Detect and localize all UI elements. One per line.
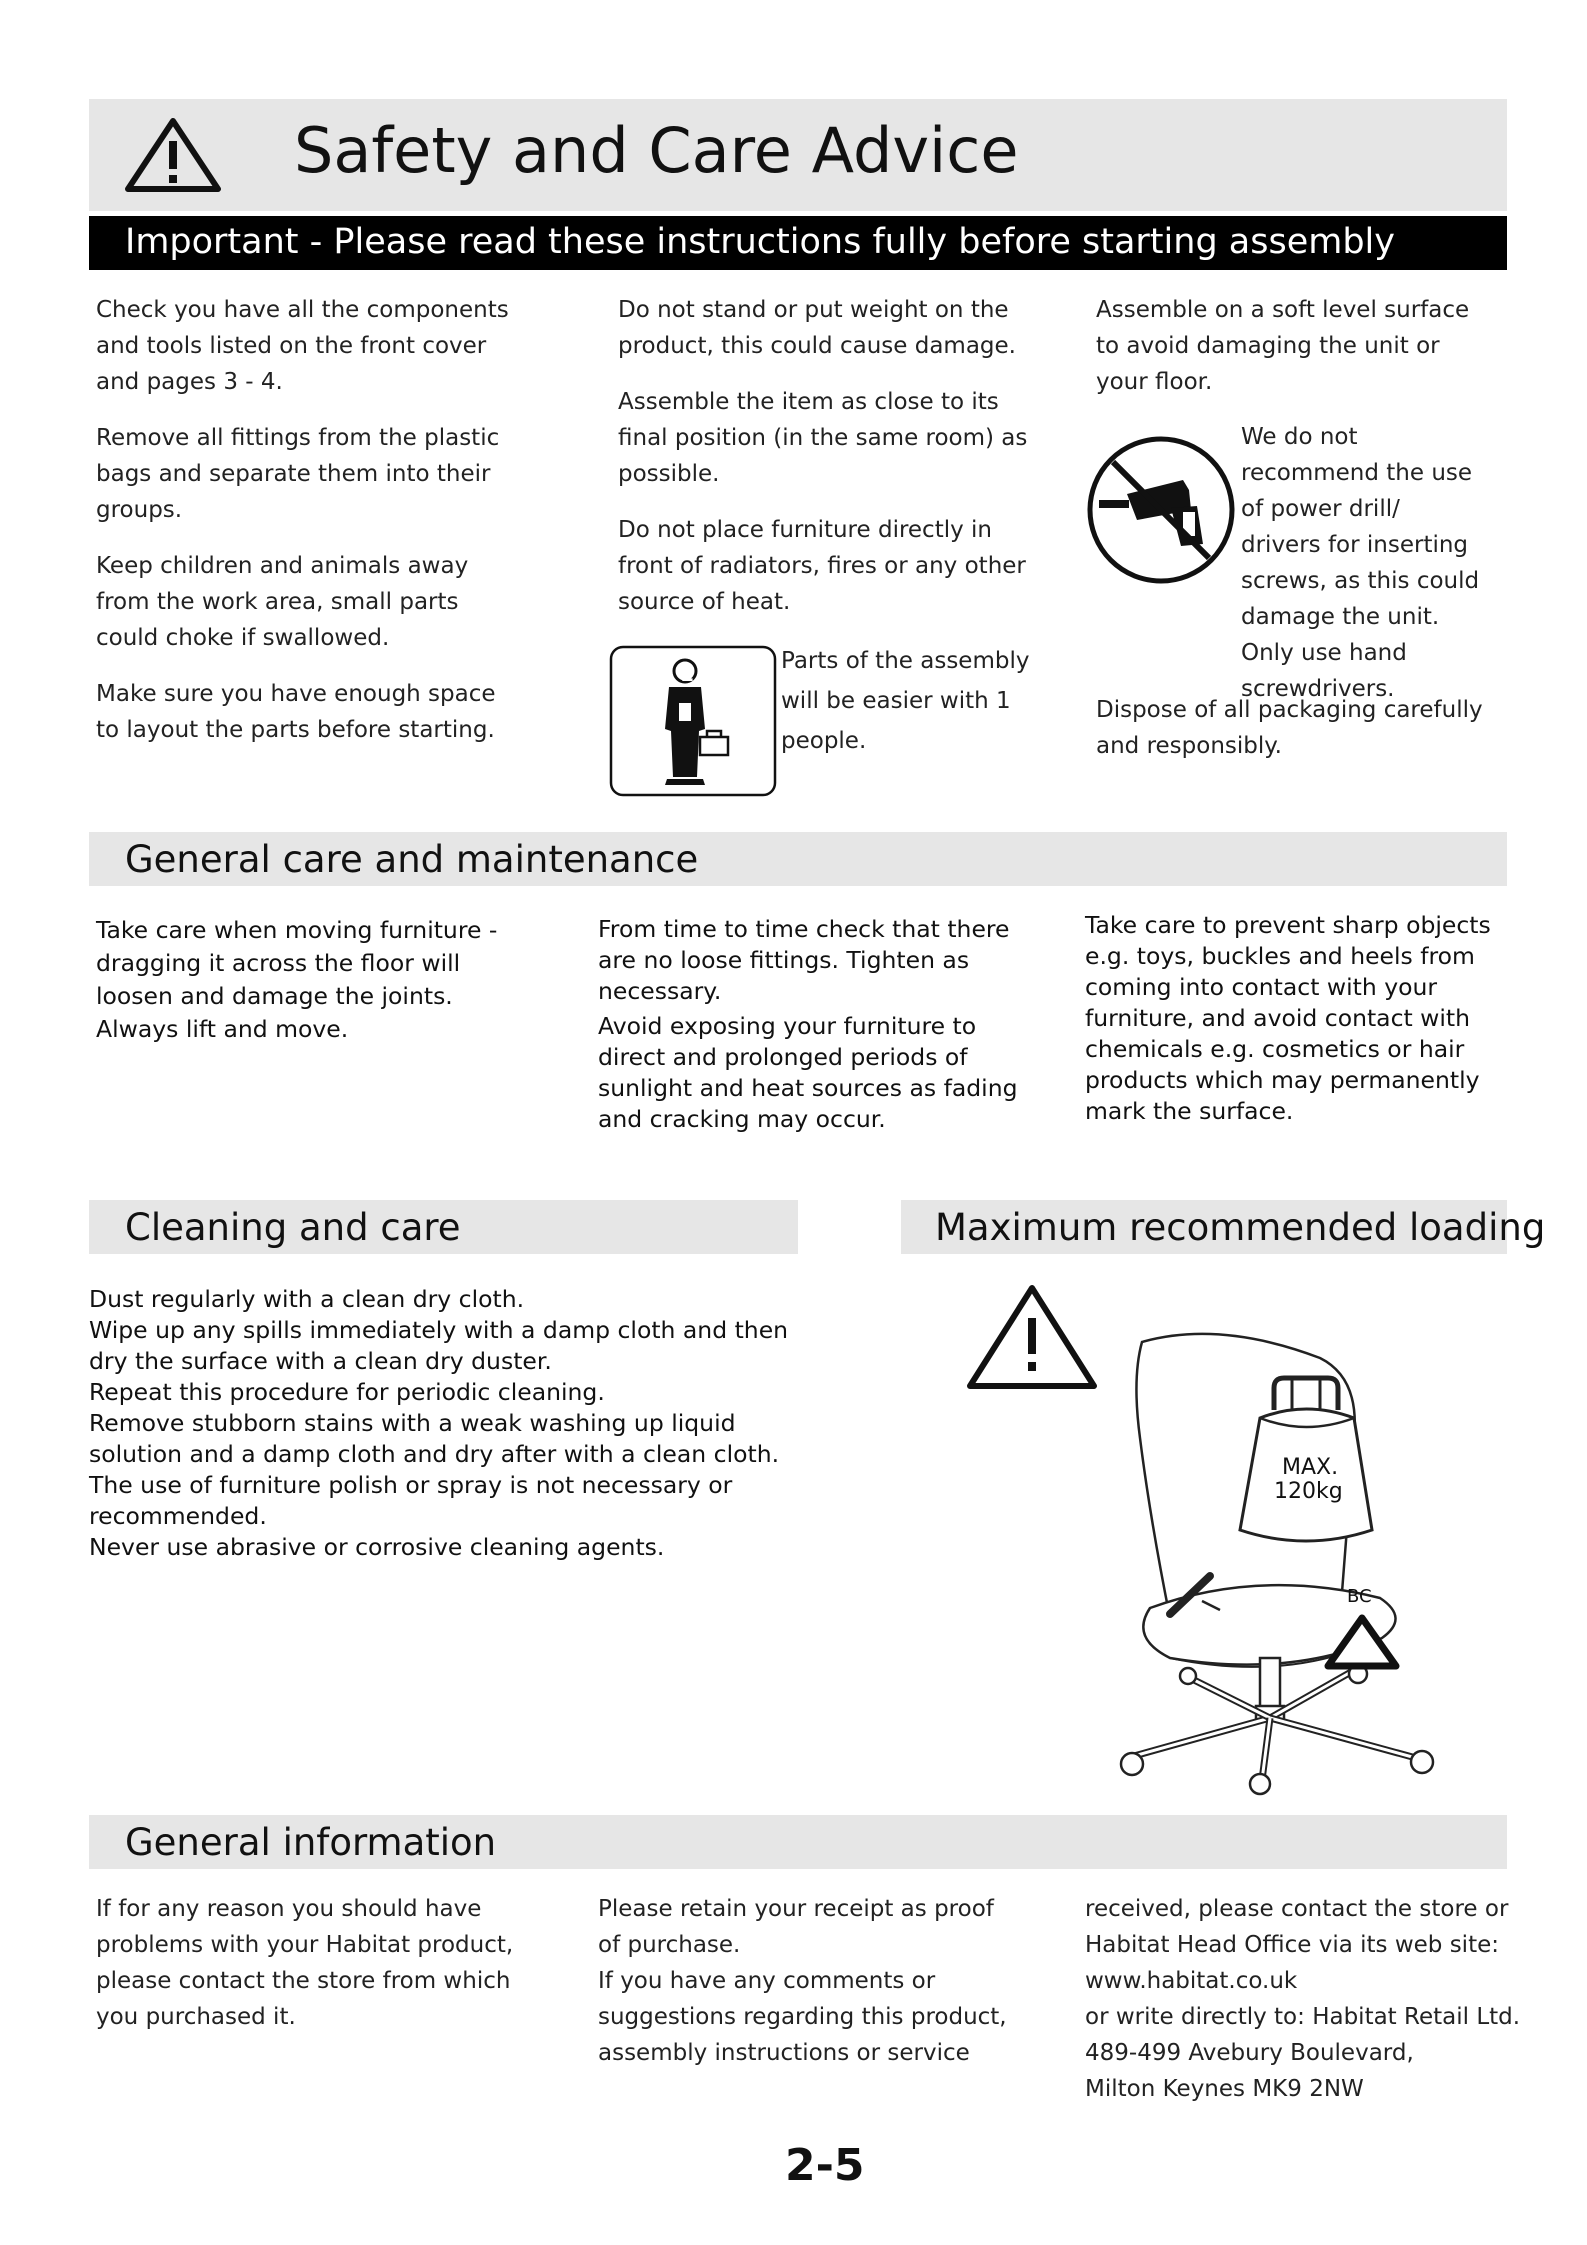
info-line: Milton Keynes MK9 2NW [1085, 2076, 1364, 2102]
safety-item: Check you have all the components and tools listed on the front cover and pages 3 - 4. [96, 297, 509, 395]
cleaning-line: Wipe up any spills immediately with a damp cloth and then dry the surface with a clean dry duster. [89, 1316, 789, 1375]
info-item: If you have any comments or suggestions regarding this product, assembly instructions or service [598, 1968, 1007, 2066]
safety-item: Assemble the item as close to its final position (in the same room) as possible. [618, 389, 1028, 487]
info-col-3 [1085, 1891, 1525, 2107]
care-col-3: Take care to prevent sharp objects e.g. toys, buckles and heels from coming into contact with your furniture, and avoid contact with chemicals e.g. cosmetics or hair products which may permanently mark the surface. [1085, 911, 1491, 1125]
people-count-badge: 1 [680, 662, 694, 686]
no-power-drill-icon [1083, 432, 1239, 588]
info-line: received, please contact the store or [1085, 1896, 1509, 1922]
care-col-2 [598, 914, 1018, 1135]
care-item: From time to time check that there are no loose fittings. Tighten as necessary. [598, 915, 1010, 1005]
safety-item: Remove all fittings from the plastic bags and separate them into their groups. [96, 425, 500, 523]
cleaning-line: The use of furniture polish or spray is not necessary or recommended. [89, 1471, 733, 1530]
info-line: Habitat Head Office via its web site: [1085, 1932, 1499, 1958]
care-title: General care and maintenance [125, 838, 699, 881]
cleaning-line: Never use abrasive or corrosive cleaning agents. [89, 1533, 665, 1561]
bc-label: BC [1347, 1586, 1372, 1607]
care-col-1: Take care when moving furniture - dragging it across the floor will loosen and damage the joints. Always lift and move. [96, 916, 498, 1043]
care-item: Avoid exposing your furniture to direct and prolonged periods of sunlight and heat sources as fading and cracking may occur. [598, 1012, 1018, 1133]
people-note: Parts of the assembly will be easier with 1 people. [781, 648, 1030, 754]
safety-col-2 [618, 292, 1033, 640]
page-title: Safety and Care Advice [294, 114, 1019, 187]
warning-icon [124, 117, 222, 193]
info-website-link[interactable]: www.habitat.co.uk [1085, 1968, 1298, 1994]
page-number: 2-5 [785, 2140, 865, 2191]
cleaning-text [89, 1284, 819, 1563]
office-chair-illustration [1110, 1318, 1440, 1794]
safety-item: Keep children and animals away from the work area, small parts could choke if swallowed. [96, 553, 469, 651]
important-bar [89, 216, 1507, 270]
info-line: 489-499 Avebury Boulevard, [1085, 2040, 1414, 2066]
info-line: or write directly to: Habitat Retail Ltd. [1085, 2004, 1521, 2030]
drill-note: We do not recommend the use of power drill/ drivers for inserting screws, as this could damage the unit. Only use hand screwdrivers. [1241, 424, 1480, 702]
safety-item: Do not place furniture directly in front of radiators, fires or any other source of heat. [618, 517, 1026, 615]
safety-col-3-last: Dispose of all packaging carefully and responsibly. [1096, 697, 1483, 759]
important-bar-text: Important - Please read these instructions fully before starting assembly [125, 222, 1395, 262]
safety-col-1 [96, 292, 516, 768]
cleaning-title: Cleaning and care [125, 1206, 461, 1249]
info-item: Please retain your receipt as proof of purchase. [598, 1896, 994, 1958]
loading-title: Maximum recommended loading [935, 1206, 1546, 1249]
max-weight-label-1: MAX. [1282, 1455, 1339, 1480]
info-col-2 [598, 1891, 1018, 2071]
cleaning-line: Remove stubborn stains with a weak washing up liquid solution and a damp cloth and dry after with a clean cloth. [89, 1409, 780, 1468]
safety-item: Make sure you have enough space to layout the parts before starting. [96, 681, 496, 743]
safety-item: Do not stand or put weight on the product, this could cause damage. [618, 297, 1016, 359]
loading-warning-icon [964, 1282, 1100, 1392]
info-col-1: If for any reason you should have problems with your Habitat product, please contact the store from which you purchased it. [96, 1896, 514, 2030]
max-weight-label-2: 120kg [1274, 1479, 1343, 1504]
cleaning-line: Repeat this procedure for periodic cleaning. [89, 1378, 605, 1406]
cleaning-line: Dust regularly with a clean dry cloth. [89, 1285, 525, 1313]
info-title: General information [125, 1821, 497, 1864]
safety-col-3-first: Assemble on a soft level surface to avoid damaging the unit or your floor. [1096, 297, 1470, 395]
